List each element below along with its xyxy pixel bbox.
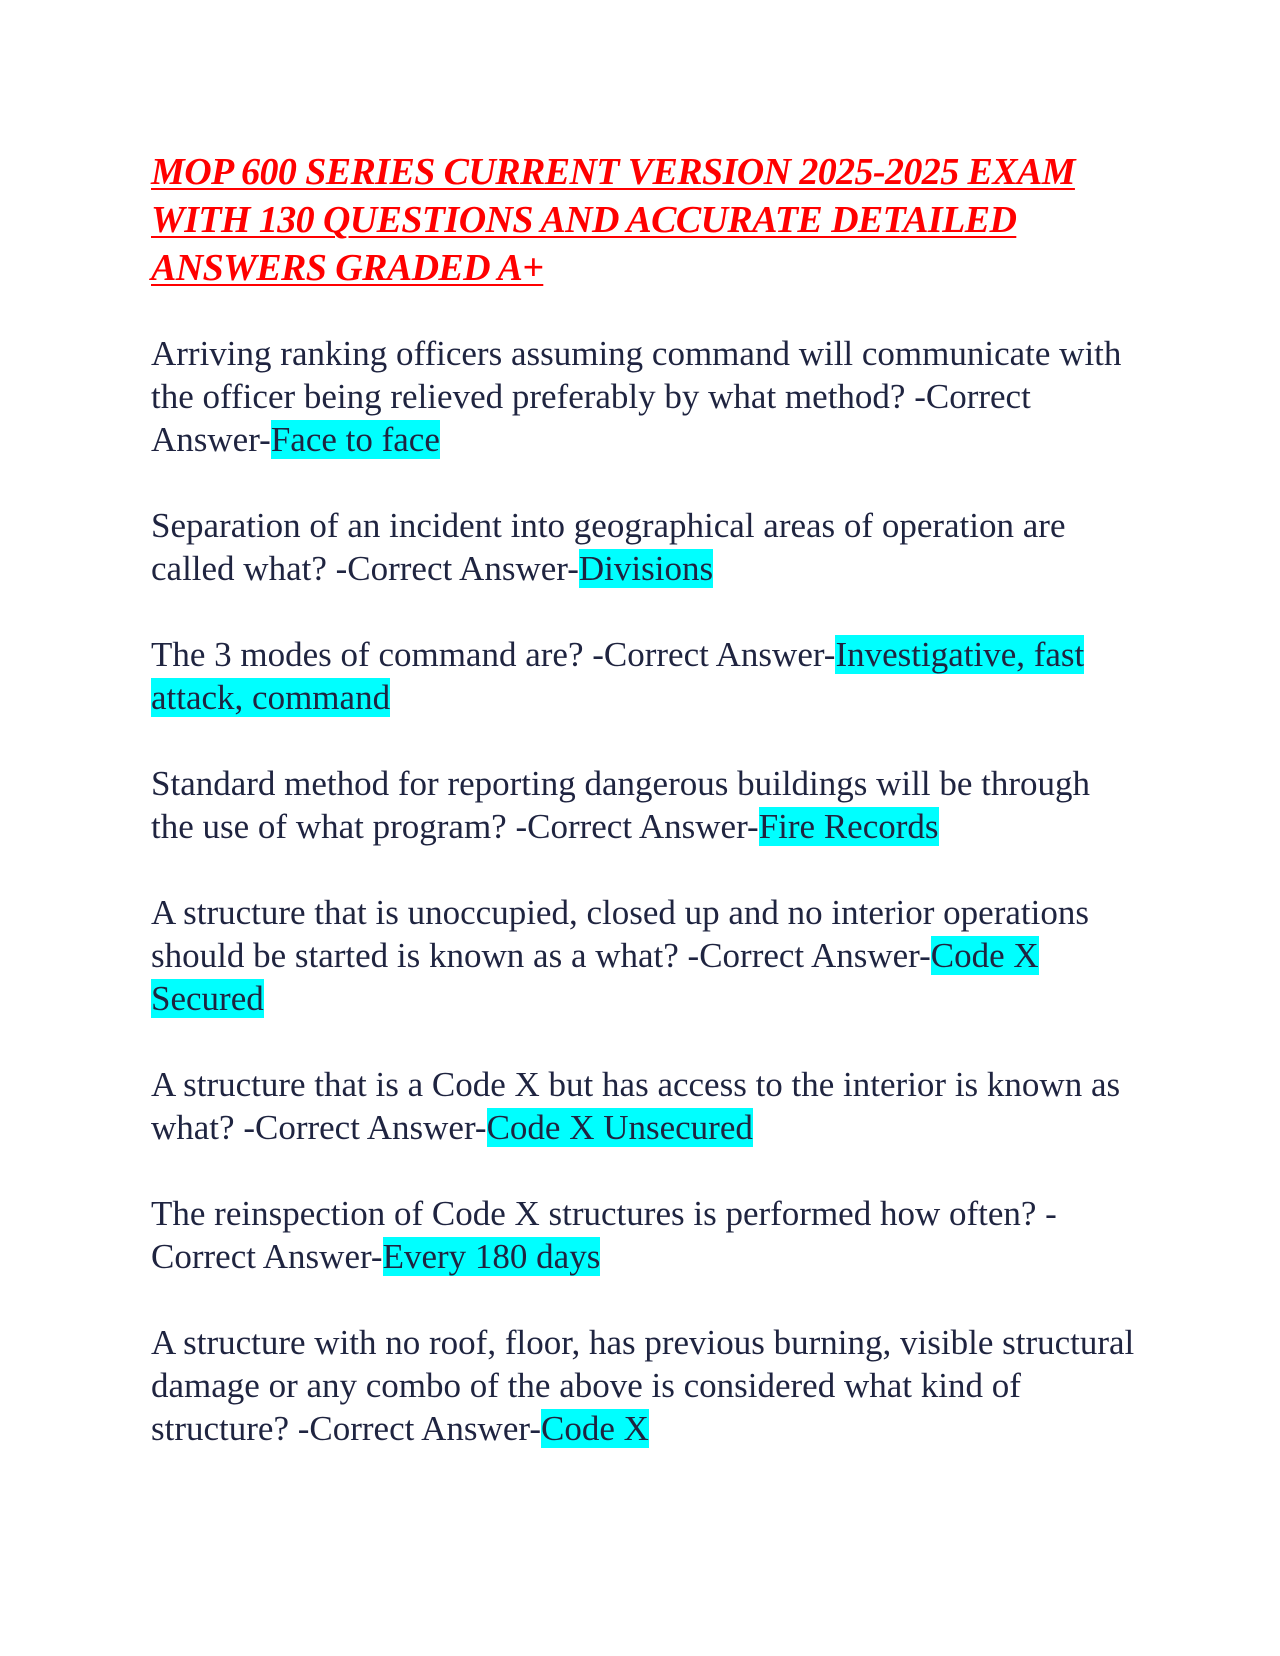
question-text: Arriving ranking officers assuming command will communicate with the officer being relieved preferably by what method? -Correct Answer- [151, 334, 1122, 459]
highlighted-answer: Fire Records [758, 807, 939, 846]
question-text: A structure with no roof, floor, has previous burning, visible structural damage or any combo of the above is considered what kind of structure? -Correct Answer- [151, 1323, 1135, 1448]
question-text: A structure that is a Code X but has access to the interior is known as what? -Correct Answer- [151, 1065, 1121, 1147]
qa-item [151, 332, 1141, 461]
highlighted-answer: Code X Secured [151, 936, 1039, 1018]
document-body [151, 148, 1141, 1493]
question-text: The reinspection of Code X structures is performed how often? -Correct Answer- [151, 1194, 1057, 1276]
qa-item [151, 1192, 1141, 1278]
question-text: The 3 modes of command are? -Correct Answer- [151, 635, 836, 674]
document-title: MOP 600 SERIES CURRENT VERSION 2025-2025 EXAM WITH 130 QUESTIONS AND ACCURATE DETAILED ANSWERS GRADED A+ [151, 151, 1075, 289]
qa-item [151, 1321, 1141, 1450]
highlighted-answer: Every 180 days [382, 1237, 601, 1276]
question-text: A structure that is unoccupied, closed up and no interior operations should be started is known as a what? -Correct Answer- [151, 893, 1089, 975]
question-text: Separation of an incident into geographical areas of operation are called what? -Correct Answer- [151, 506, 1066, 588]
qa-item [151, 762, 1141, 848]
qa-item [151, 1063, 1141, 1149]
qa-item [151, 504, 1141, 590]
question-text: Standard method for reporting dangerous buildings will be through the use of what program? -Correct Answer- [151, 764, 1091, 846]
highlighted-answer: Investigative, fast attack, command [151, 635, 1085, 717]
highlighted-answer: Divisions [578, 549, 714, 588]
qa-item [151, 633, 1141, 719]
highlighted-answer: Face to face [270, 420, 440, 459]
qa-item [151, 891, 1141, 1020]
highlighted-answer: Code X [540, 1409, 649, 1448]
highlighted-answer: Code X Unsecured [486, 1108, 753, 1147]
